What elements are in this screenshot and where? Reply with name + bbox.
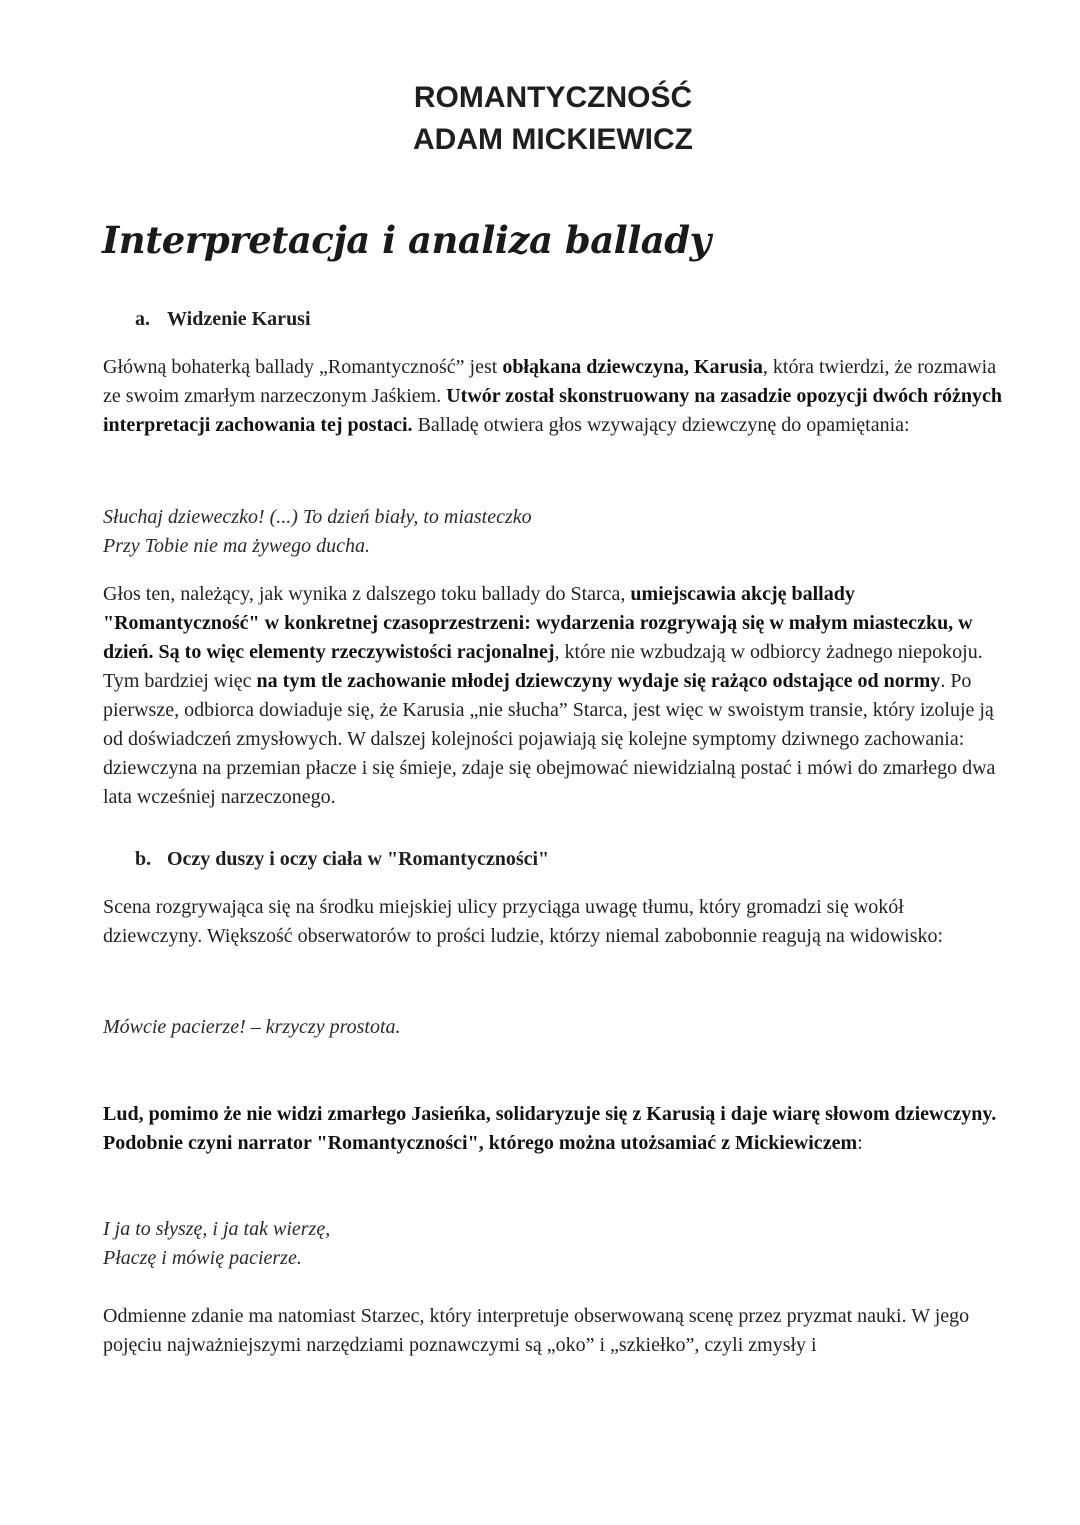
paragraph-4 bbox=[103, 1100, 1003, 1158]
paragraph-2 bbox=[103, 580, 1003, 812]
quote-3 bbox=[103, 1215, 1003, 1273]
list-marker: a. bbox=[135, 308, 150, 330]
text-run: Balladę otwiera głos wzywający dziewczynę do opamiętania: bbox=[412, 414, 910, 436]
subsection-title: Oczy duszy i oczy ciała w "Romantyczności" bbox=[167, 848, 550, 870]
bold-run: Utwór został skonstruowany na zasadzie opozycji dwóch różnych interpretacji zachowania tej postaci. bbox=[103, 385, 1002, 436]
text-run: : bbox=[857, 1132, 863, 1154]
text-run: . Po pierwsze, odbiorca dowiaduje się, że Karusia „nie słucha” Starca, jest więc w swoistym transie, który izoluje ją od doświadczeń zmysłowych. W dalszej kolejności pojawiają się kolejne symptomy dziwnego zachowania: dziewczyna na przemian płacze i się śmieje, zdaje się obejmować niewidzialną postać i mówi do zmarłego dwa lata wcześniej narzeczonego. bbox=[103, 670, 996, 808]
text-run: Główną bohaterką ballady „Romantyczność” jest bbox=[103, 356, 503, 378]
paragraph-3: Scena rozgrywająca się na środku miejskiej ulicy przyciąga uwagę tłumu, który gromadzi się wokół dziewczyny. Większość obserwatorów to prości ludzie, którzy niemal zabobonnie reagują na widowisko: bbox=[103, 896, 944, 947]
subsection-heading-a bbox=[135, 305, 311, 333]
subsection-heading-b bbox=[135, 845, 549, 873]
quote-line: Słuchaj dzieweczko! (...) To dzień biały, to miasteczko bbox=[103, 506, 532, 528]
section-title: Interpretacja i analiza ballady bbox=[102, 218, 711, 262]
bold-run: umiejscawia akcję ballady "Romantyczność" w konkretnej czasoprzestrzeni: wydarzenia rozgrywają się w małym miasteczku, w dzień. Są to więc elementy rzeczywistości racjonalnej bbox=[103, 583, 973, 663]
paragraph-1 bbox=[103, 353, 1003, 440]
text-run: , która twierdzi, że rozmawia ze swoim zmarłym narzeczonym Jaśkiem. bbox=[103, 356, 997, 407]
bold-run: na tym tle zachowanie młodej dziewczyny wydaje się rażąco odstające od normy bbox=[256, 670, 941, 692]
quote-line: Płaczę i mówię pacierze. bbox=[103, 1247, 302, 1269]
quote-line: Przy Tobie nie ma żywego ducha. bbox=[103, 535, 371, 557]
subsection-title: Widzenie Karusi bbox=[167, 308, 311, 330]
list-marker: b. bbox=[135, 848, 152, 870]
text-run: , które nie wzbudzają w odbiorcy żadnego niepokoju. Tym bardziej więc bbox=[103, 641, 983, 692]
document-subtitle-author: ADAM MICKIEWICZ bbox=[413, 123, 693, 156]
bold-run: obłąkana dziewczyna, Karusia bbox=[502, 356, 763, 378]
quote-line: Mówcie pacierze! – krzyczy prostota. bbox=[103, 1016, 401, 1038]
bold-run: Lud, pomimo że nie widzi zmarłego Jasieńka, solidaryzuje się z Karusią i daje wiarę słowom dziewczyny. Podobnie czyni narrator "Romantyczności", którego można utożsamiać z Mickiewiczem bbox=[103, 1103, 997, 1154]
quote-line: I ja to słyszę, i ja tak wierzę, bbox=[103, 1218, 331, 1240]
paragraph-5: Odmienne zdanie ma natomiast Starzec, który interpretuje obserwowaną scenę przez pryzmat nauki. W jego pojęciu najważniejszymi narzędziami poznawczymi są „oko” i „szkiełko”, czyli zmysły i bbox=[103, 1305, 970, 1356]
document-title: ROMANTYCZNOŚĆ bbox=[413, 81, 693, 114]
quote-2 bbox=[103, 1013, 1003, 1042]
quote-1 bbox=[103, 503, 1003, 561]
text-run: Głos ten, należący, jak wynika z dalszego toku ballady do Starca, bbox=[103, 583, 631, 605]
